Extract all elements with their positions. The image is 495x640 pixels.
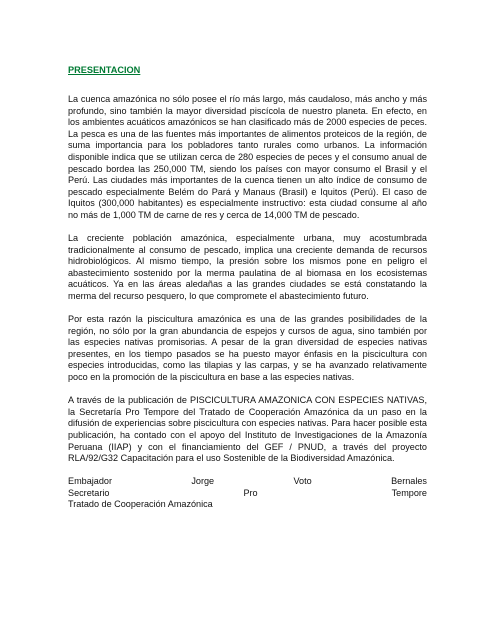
paragraph-publication: A través de la publicación de PISCICULTURA AMAZONICA CON ESPECIES NATIVAS, la Secretaría Pro Tempore del Tratado de Cooperación Amazónica da un paso en la difusión de experiencias sobre piscicultura con especies nativas. Para hacer posible esta publicación, ha contado con el apoyo del Instituto de Investigaciones de la Amazonía Peruana (IIAP) y con el financiamiento del GEF / PNUD, a través del proyecto RLA/92/G32 Capacitación para el uso Sostenible de la Biodiversidad Amazónica. bbox=[68, 395, 427, 464]
signature-word: Pro bbox=[243, 487, 258, 498]
paragraph-fish-farming: Por esta razón la piscicultura amazónica es una de las grandes posibilidades de la región, no sólo por la gran abundancia de espejos y cursos de agua, sino también por las especies nativas promisorias. A pesar de la gran diversidad de especies nativas presentes, en los tiempo pasados se ha puesto mayor énfasis en la piscicultura con especies introducidas, como las tilapias y las carpas, y se ha avanzado relativamente poco en la promoción de la piscicultura en base a las especies nativas. bbox=[68, 314, 427, 383]
signature-word: Voto bbox=[293, 476, 312, 487]
signature-word: Jorge bbox=[191, 476, 215, 487]
paragraph-population: La creciente población amazónica, especialmente urbana, muy acostumbrada tradicionalmente al consumo de pescado, implica una creciente demanda de recursos hidrobiológicos. Al mismo tiempo, la presión sobre los mismos pone en peligro el abastecimiento sostenido por la merma paulatina de al biomasa en los ecosistemas acuáticos. Ya en las áreas aledañas a las grandes ciudades se está constatando la merma del recurso pesquero, lo que compromete el abastecimiento futuro. bbox=[68, 233, 427, 301]
signature-word: Embajador bbox=[68, 476, 112, 487]
signature-word: Secretario bbox=[68, 487, 110, 498]
section-heading: PRESENTACION bbox=[68, 65, 141, 75]
document-page bbox=[68, 64, 427, 511]
signature-line-name bbox=[68, 476, 427, 488]
signature-line-title bbox=[68, 488, 427, 500]
signature-word: Tempore bbox=[391, 487, 427, 498]
signature-block bbox=[68, 476, 427, 511]
signature-word: Bernales bbox=[391, 476, 427, 487]
paragraph-intro: La cuenca amazónica no sólo posee el río más largo, más caudaloso, más ancho y más profundo, sino también la mayor diversidad piscícola de nuestro planeta. En efecto, en los ambientes acuáticos amazónicos se han clasificado más de 2000 especies de peces. La pesca es una de las fuentes más importantes de alimentos proteicos de la región, de suma importancia para los pobladores tanto rurales como urbanos. La información disponible indica que se utilizan cerca de 280 especies de peces y el consumo anual de pescado bordea las 250,000 TM, siendo los países con mayor consumo el Brasil y el Perú. Las ciudades más importantes de la cuenca tienen un alto índice de consumo de pescado especialmente Belém do Pará y Manaus (Brasil) e Iquitos (Perú). El caso de Iquitos (300,000 habitantes) es especialmente instructivo: esta ciudad consume al año no más de 1,000 TM de carne de res y cerca de 14,000 TM de pescado. bbox=[68, 94, 427, 220]
signature-line-organization: Tratado de Cooperación Amazónica bbox=[68, 499, 213, 510]
